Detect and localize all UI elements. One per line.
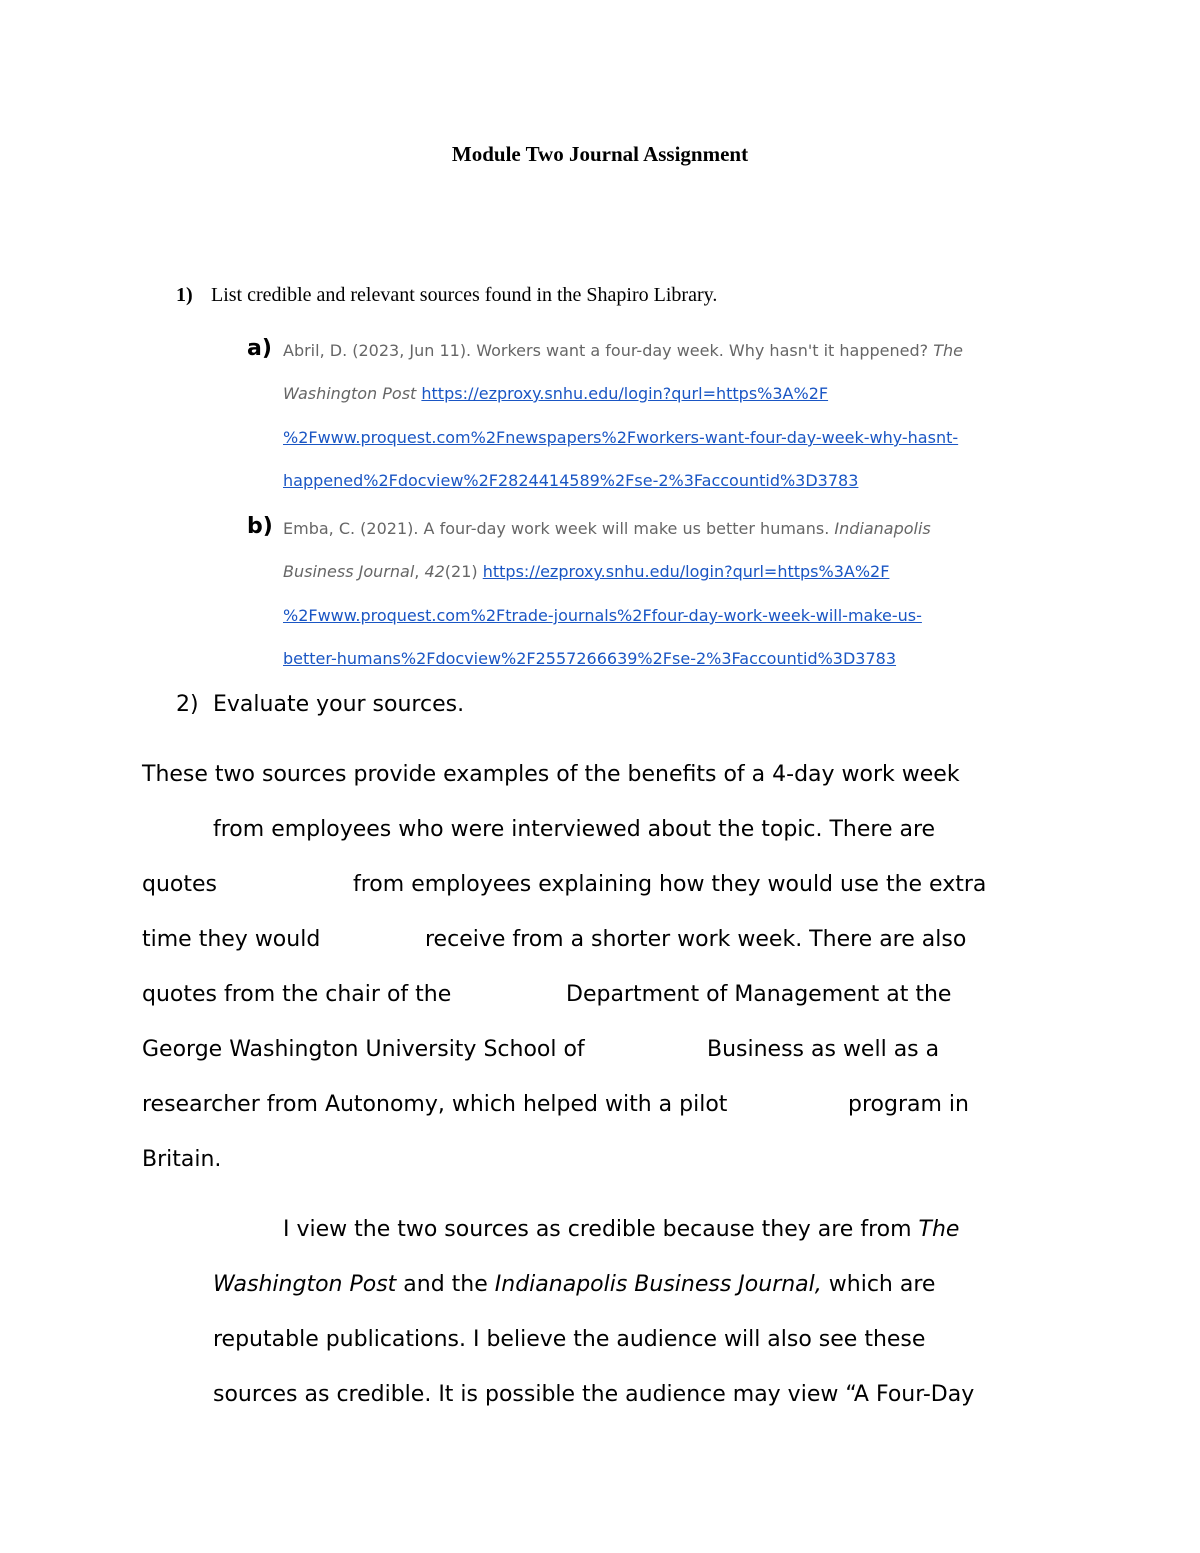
source-b-publication-part1: Indianapolis — [834, 519, 931, 538]
source-a-publication-part2: Washington Post — [283, 384, 422, 403]
paragraph-1-line-6b: Business as well as a — [707, 1037, 940, 1062]
source-b-publication-part2: Business Journal — [283, 562, 415, 581]
paragraph-1-line-4a: time they would — [142, 927, 321, 952]
paragraph-2-line-1-text: I view the two sources as credible because they are from — [283, 1217, 919, 1242]
source-a-publication-part1: The — [933, 341, 963, 360]
paragraph-1-line-1: These two sources provide examples of the benefits of a 4-day work week — [142, 762, 960, 787]
source-b-citation-line1 — [283, 519, 931, 538]
question-2-text: Evaluate your sources. — [213, 692, 465, 717]
source-b-citation-line2 — [283, 562, 889, 581]
source-b-author-title: Emba, C. (2021). A four-day work week will make us better humans. — [283, 519, 835, 538]
question-1-number: 1) — [176, 284, 193, 306]
paragraph-2-line-3: reputable publications. I believe the audience will also see these — [213, 1327, 926, 1352]
source-a-link-cont2[interactable]: happened%2Fdocview%2F2824414589%2Fse-2%3Faccountid%3D3783 — [283, 471, 859, 490]
paragraph-2-line-4: sources as credible. It is possible the audience may view “A Four-Day — [213, 1382, 975, 1407]
source-a-link-cont1[interactable]: %2Fwww.proquest.com%2Fnewspapers%2Fworkers-want-four-day-week-why-hasnt- — [283, 428, 959, 447]
paragraph-1-line-4b: receive from a shorter work week. There are also — [425, 927, 967, 952]
paragraph-1-line-8: Britain. — [142, 1147, 222, 1172]
source-a-citation-line2 — [283, 384, 828, 403]
question-2-number: 2) — [176, 692, 199, 717]
paragraph-2-publication-1b: Washington Post — [213, 1272, 397, 1297]
paragraph-2-publication-1a: The — [918, 1217, 960, 1242]
source-b-link[interactable]: https://ezproxy.snhu.edu/login?qurl=https%3A%2F — [482, 562, 890, 581]
paragraph-1-line-5a: quotes from the chair of the — [142, 982, 452, 1007]
source-b-link-cont2[interactable]: better-humans%2Fdocview%2F2557266639%2Fse-2%3Faccountid%3D3783 — [283, 649, 897, 668]
question-1-text: List credible and relevant sources found in the Shapiro Library. — [211, 284, 718, 306]
paragraph-2-which-are: which are — [821, 1272, 936, 1297]
source-a-link[interactable]: https://ezproxy.snhu.edu/login?qurl=https%3A%2F — [421, 384, 829, 403]
paragraph-2-and: and the — [396, 1272, 495, 1297]
source-b-issue: (21) — [444, 562, 483, 581]
paragraph-2-line-1 — [283, 1217, 959, 1242]
source-b-marker: b) — [247, 514, 273, 539]
paragraph-1-line-2: from employees who were interviewed about the topic. There are — [213, 817, 936, 842]
source-a-marker: a) — [247, 336, 272, 361]
source-a-author-title: Abril, D. (2023, Jun 11). Workers want a four-day week. Why hasn't it happened? — [283, 341, 934, 360]
paragraph-1-line-3b: from employees explaining how they would use the extra — [353, 872, 987, 897]
source-b-link-cont1[interactable]: %2Fwww.proquest.com%2Ftrade-journals%2Ffour-day-work-week-will-make-us- — [283, 606, 922, 625]
paragraph-2-line-2 — [213, 1272, 935, 1297]
source-b-comma: , — [414, 562, 425, 581]
paragraph-2-publication-2: Indianapolis Business Journal, — [494, 1272, 822, 1297]
source-b-volume: 42 — [424, 562, 445, 581]
paragraph-1-line-7b: program in — [848, 1092, 969, 1117]
page-title: Module Two Journal Assignment — [451, 142, 749, 166]
paragraph-1-line-5b: Department of Management at the — [566, 982, 952, 1007]
source-a-citation-line1 — [283, 341, 963, 360]
paragraph-1-line-7a: researcher from Autonomy, which helped with a pilot — [142, 1092, 728, 1117]
paragraph-1-line-3a: quotes — [142, 872, 217, 897]
paragraph-1-line-6a: George Washington University School of — [142, 1037, 585, 1062]
